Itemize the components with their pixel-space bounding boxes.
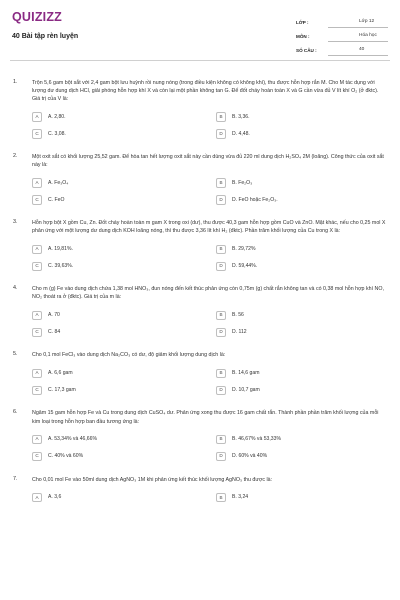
option-letter-box: C xyxy=(32,129,42,139)
option-text: C. 17,3 gam xyxy=(48,387,76,394)
answer-option[interactable] xyxy=(32,112,212,122)
answer-option[interactable] xyxy=(216,112,364,122)
answer-option[interactable] xyxy=(216,368,364,378)
option-text: C. 84 xyxy=(48,328,61,335)
option-letter-box: B xyxy=(216,112,226,122)
option-letter-box: A xyxy=(32,493,42,503)
meta-row-subject xyxy=(296,28,388,42)
option-letter-box: D xyxy=(216,328,226,338)
question-item xyxy=(0,153,400,205)
answer-options xyxy=(32,368,386,395)
question-number: 4. xyxy=(13,285,18,292)
option-letter-box: A xyxy=(32,178,42,188)
option-text: D. 60% và 40% xyxy=(232,453,268,460)
option-letter-box: B xyxy=(216,493,226,503)
option-text: B. 3,24 xyxy=(232,494,249,501)
option-text: C. 39,63%. xyxy=(48,262,74,269)
option-letter-box: D xyxy=(216,195,226,205)
answer-option[interactable] xyxy=(216,195,364,205)
meta-label: MÔN : xyxy=(296,33,310,39)
option-letter-box: C xyxy=(32,262,42,272)
meta-value: Lớp 12 xyxy=(328,19,388,28)
meta-row-grade xyxy=(296,14,388,28)
answer-options xyxy=(32,493,386,503)
option-text: A. 19,81%. xyxy=(48,245,73,252)
option-text: B. Fe₂O₃ xyxy=(232,179,253,186)
question-list xyxy=(0,61,400,503)
question-item xyxy=(0,409,400,461)
answer-option[interactable] xyxy=(32,368,212,378)
meta-label: SỐ CÂU : xyxy=(296,47,317,53)
option-text: B. 3,36. xyxy=(232,113,250,120)
question-number: 5. xyxy=(13,351,18,358)
answer-option[interactable] xyxy=(32,195,212,205)
question-text: Trộn 5,6 gam bột sắt với 2,4 gam bột lưu huỳnh rồi nung nóng (trong điều kiện không có không khí), thu được hỗn hợp rắn M. Cho M tác dụng với lượng dư dung dịch HCl, giải phóng hỗn hợp khí X và còn lại một phần không tan G. Để đốt cháy hoàn toàn X và G cần vừa đủ V lít khí O₂ (ở đktc). Giá trị của V là: xyxy=(32,80,379,103)
answer-options xyxy=(32,178,386,205)
option-letter-box: C xyxy=(32,452,42,462)
option-text: A. 53,34% và 46,66% xyxy=(48,436,97,443)
option-text: B. 56 xyxy=(232,311,244,318)
quizizz-logo: QUIZIZZ xyxy=(12,10,63,24)
option-letter-box: D xyxy=(216,262,226,272)
option-text: B. 14,6 gam xyxy=(232,370,260,377)
answer-option[interactable] xyxy=(32,493,212,503)
question-item xyxy=(0,285,400,337)
option-text: D. FeO hoặc Fe₂O₃. xyxy=(232,196,278,203)
option-letter-box: A xyxy=(32,311,42,321)
option-text: D. 10,7 gam xyxy=(232,387,260,394)
option-text: A. 3,6 xyxy=(48,494,62,501)
meta-label: LỚP : xyxy=(296,19,309,25)
option-text: D. 59,44%. xyxy=(232,262,258,269)
option-text: B. 46,67% và 53,33% xyxy=(232,436,281,443)
answer-option[interactable] xyxy=(216,435,364,445)
answer-option[interactable] xyxy=(216,493,364,503)
option-text: B. 29,72% xyxy=(232,245,256,252)
question-item xyxy=(0,351,400,395)
page-title: 40 Bài tập rèn luyện xyxy=(12,32,79,40)
option-text: D. 4,48. xyxy=(232,130,250,137)
option-letter-box: B xyxy=(216,369,226,379)
question-item xyxy=(0,79,400,139)
answer-option[interactable] xyxy=(32,129,212,139)
answer-option[interactable] xyxy=(32,452,212,462)
option-text: C. 40% và 60% xyxy=(48,453,84,460)
answer-options xyxy=(32,112,386,139)
answer-option[interactable] xyxy=(32,327,212,337)
answer-option[interactable] xyxy=(32,178,212,188)
option-letter-box: A xyxy=(32,245,42,255)
answer-option[interactable] xyxy=(216,327,364,337)
answer-option[interactable] xyxy=(216,452,364,462)
question-text: Cho m (g) Fe vào dung dịch chứa 1,38 mol HNO₃, đun nóng đến kết thúc phản ứng còn 0,75m (g) chất rắn không tan và có 0,38 mol hỗn hợp khí NO, NO₂ thoát ra ở (đktc). Giá trị của m là: xyxy=(32,286,384,301)
answer-options xyxy=(32,310,386,337)
option-letter-box: A xyxy=(32,435,42,445)
option-text: C. FeO xyxy=(48,196,65,203)
question-number: 3. xyxy=(13,219,18,226)
question-text: Cho 0,1 mol FeCl₃ vào dung dịch Na₂CO₃ có dư, độ giảm khối lượng dung dịch là: xyxy=(32,352,226,359)
option-text: A. 6,6 gam xyxy=(48,370,73,377)
answer-option[interactable] xyxy=(216,310,364,320)
option-letter-box: D xyxy=(216,129,226,139)
answer-option[interactable] xyxy=(216,385,364,395)
option-letter-box: B xyxy=(216,311,226,321)
answer-option[interactable] xyxy=(32,385,212,395)
answer-option[interactable] xyxy=(216,244,364,254)
page-header xyxy=(0,0,400,60)
question-text: Ngâm 15 gam hỗn hợp Fe và Cu trong dung dịch CuSO₄ dư. Phản ứng xong thu được 16 gam chất rắn. Thành phần phần trăm khối lượng của mỗi kim loại trong hỗn hợp ban đầu tương ứng là: xyxy=(32,410,379,425)
question-text: Một oxit sắt có khối lượng 25,52 gam. Để hòa tan hết lượng oxit sắt này cần dùng vừa đủ 220 ml dung dịch H₂SO₄ 2M (loãng). Công thức của oxit sắt này là: xyxy=(32,154,384,169)
meta-info xyxy=(296,14,388,56)
option-letter-box: B xyxy=(216,245,226,255)
question-text: Cho 0,01 mol Fe vào 50ml dung dịch AgNO₃ 1M khi phản ứng kết thúc khối lượng AgNO₃ thu được là: xyxy=(32,476,273,483)
question-text: Hỗn hợp bột X gồm Cu, Zn. Đốt cháy hoàn toàn m gam X trong oxi (dư), thu được 40,3 gam hỗn hợp gồm CuO và ZnO. Mặt khác, nếu cho 0,25 mol X phản ứng với một lượng dư dung dịch KOH loãng nóng, thì thu được 3,36 lít khí H₂ (đktc). Phần trăm khối lượng của Cu trong X là: xyxy=(32,220,386,235)
option-text: A. Fe₃O₄ xyxy=(48,179,69,186)
answer-option[interactable] xyxy=(216,178,364,188)
answer-option[interactable] xyxy=(32,244,212,254)
meta-row-question-count xyxy=(296,42,388,56)
option-letter-box: C xyxy=(32,195,42,205)
answer-options xyxy=(32,244,386,271)
option-letter-box: D xyxy=(216,452,226,462)
question-number: 2. xyxy=(13,153,18,160)
option-letter-box: A xyxy=(32,112,42,122)
meta-value: Hóa học xyxy=(328,33,388,42)
question-number: 1. xyxy=(13,79,18,85)
answer-option[interactable] xyxy=(32,435,212,445)
option-text: C. 3,08. xyxy=(48,130,66,137)
answer-option[interactable] xyxy=(216,129,364,139)
answer-option[interactable] xyxy=(216,261,364,271)
answer-option[interactable] xyxy=(32,310,212,320)
question-item xyxy=(0,476,400,503)
meta-value: 40 xyxy=(328,47,388,56)
option-letter-box: A xyxy=(32,369,42,379)
option-letter-box: C xyxy=(32,386,42,396)
question-number: 6. xyxy=(13,409,18,416)
answer-option[interactable] xyxy=(32,261,212,271)
option-letter-box: C xyxy=(32,328,42,338)
option-text: D. 112 xyxy=(232,328,247,335)
question-number: 7. xyxy=(13,475,18,482)
option-text: A. 2,80. xyxy=(48,113,66,120)
option-letter-box: D xyxy=(216,386,226,396)
option-letter-box: B xyxy=(216,178,226,188)
question-item xyxy=(0,219,400,271)
answer-options xyxy=(32,435,386,462)
option-text: A. 70 xyxy=(48,311,60,318)
option-letter-box: B xyxy=(216,435,226,445)
